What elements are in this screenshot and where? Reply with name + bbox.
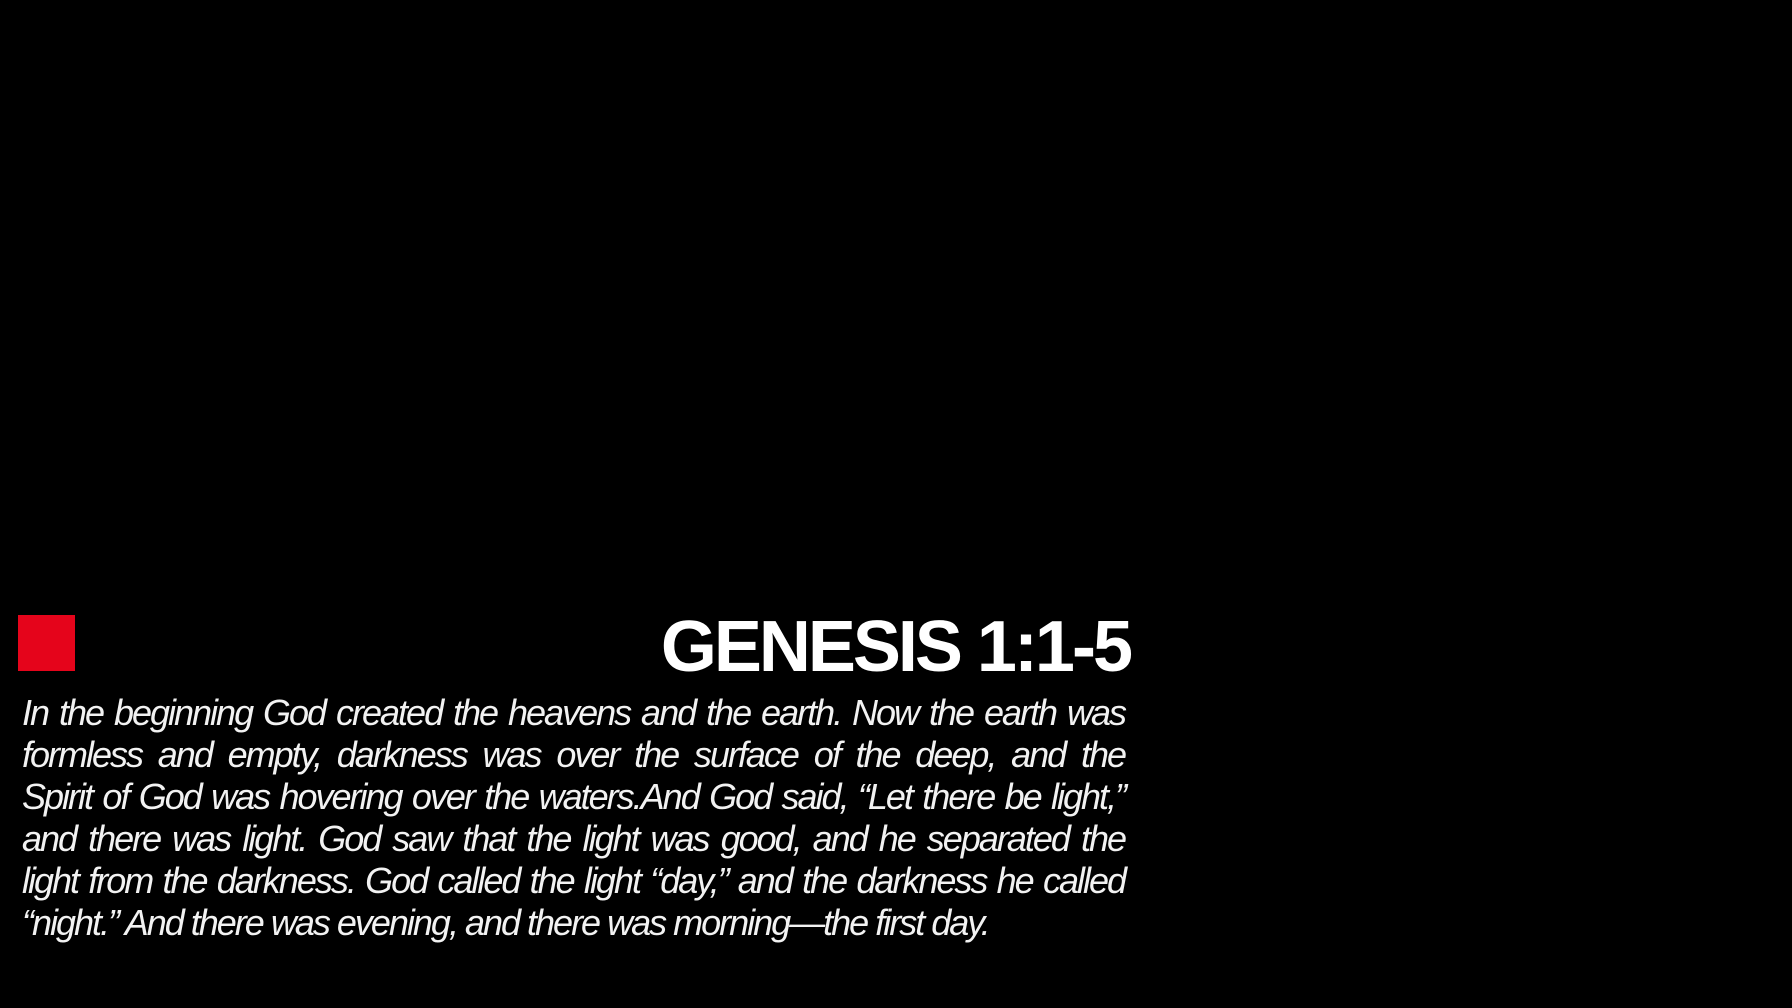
verse-line-2: formless and empty, darkness was over the surface of the deep, and the bbox=[22, 734, 1125, 775]
verse-line-1: In the beginning God created the heavens and the earth. Now the earth was bbox=[22, 692, 1125, 733]
slide-title: GENESIS 1:1-5 bbox=[660, 607, 1130, 687]
verse-line-6: “night.” And there was evening, and there was morning—the first day. bbox=[22, 902, 989, 943]
verse-line-4: and there was light. God saw that the light was good, and he separated the bbox=[22, 818, 1125, 859]
verse-paragraph bbox=[22, 692, 1125, 944]
verse-line-3: Spirit of God was hovering over the waters.And God said, “Let there be light,” bbox=[22, 776, 1125, 817]
verse-line-5: light from the darkness. God called the light “day,” and the darkness he called bbox=[22, 860, 1125, 901]
